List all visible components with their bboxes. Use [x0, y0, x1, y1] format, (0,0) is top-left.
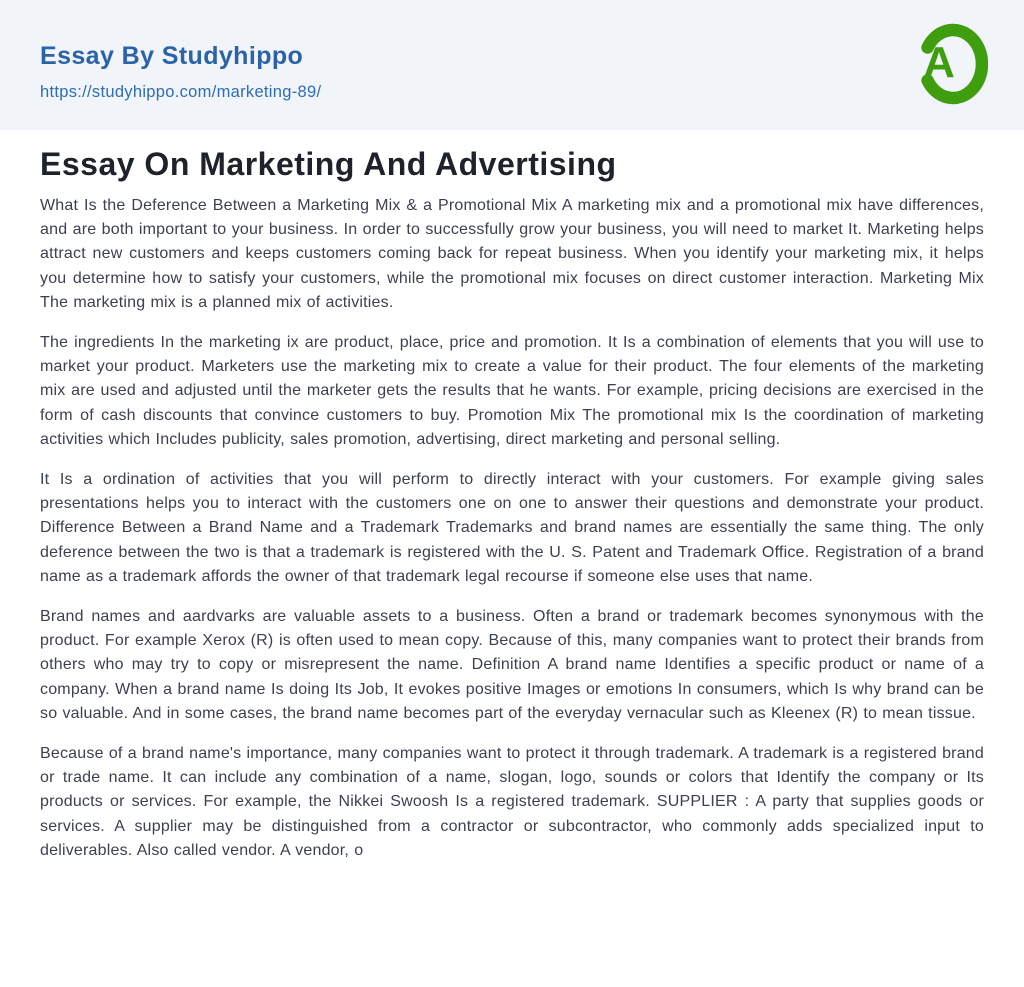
studyhippo-logo [914, 19, 988, 109]
essay-title: Essay On Marketing And Advertising [40, 146, 617, 182]
site-title: Essay By Studyhippo [40, 42, 304, 70]
open-circle-a-logo-icon [914, 19, 988, 109]
essay-document [0, 145, 1024, 863]
essay-paragraph: Because of a brand name's importance, many companies want to protect it through trademark. A trademark is a registered brand or trade name. It can include any combination of a name, slogan, logo, sounds or colors that Identify the company or Its products or services. For example, the Nikkei Swoosh Is a registered trademark. SUPPLIER : A party that supplies goods or services. A supplier may be distinguished from a contractor or subcontractor, who commonly adds specialized input to deliverables. Also called vendor. A vendor, o [40, 745, 984, 859]
essay-paragraph: Brand names and aardvarks are valuable assets to a business. Often a brand or trademark becomes synonymous with the product. For example Xerox (R) is often used to mean copy. Because of this, many companies want to protect their brands from others who may try to copy or misrepresent the name. Definition A brand name Identifies a specific product or name of a company. When a brand name Is doing Its Job, It evokes positive Images or emotions In consumers, which Is why brand can be so valuable. And in some cases, the brand name becomes part of the everyday vernacular such as Kleenex (R) to mean tissue. [40, 608, 984, 722]
essay-paragraph: What Is the Deference Between a Marketing Mix & a Promotional Mix A marketing mix and a promotional mix have differences, and are both important to your business. In order to successfully grow your business, you will need to market It. Marketing helps attract new customers and keeps customers coming back for repeat business. When you identify your marketing mix, it helps you determine how to satisfy your customers, while the promotional mix focuses on direct customer interaction. Marketing Mix The marketing mix is a planned mix of activities. [40, 197, 984, 311]
essay-body [40, 194, 984, 863]
logo-letter: A [923, 38, 955, 87]
source-url-link[interactable]: https://studyhippo.com/marketing-89/ [40, 83, 322, 101]
essay-paragraph: It Is a ordination of activities that you will perform to directly interact with your customers. For example giving sales presentations helps you to interact with the customers one on one to answer their questions and demonstrate your product. Difference Between a Brand Name and a Trademark Trademarks and brand names are essentially the same thing. The only deference between the two is that a trademark is registered with the U. S. Patent and Trademark Office. Registration of a brand name as a trademark affords the owner of that trademark legal recourse if someone else uses that name. [40, 471, 984, 585]
page-header [0, 0, 1024, 130]
essay-paragraph: The ingredients In the marketing ix are product, place, price and promotion. It Is a combination of elements that you will use to market your product. Marketers use the marketing mix to create a value for their product. The four elements of the marketing mix are used and adjusted until the marketer gets the results that he wants. For example, pricing decisions are exercised in the form of cash discounts that convince customers to buy. Promotion Mix The promotional mix Is the coordination of marketing activities which Includes publicity, sales promotion, advertising, direct marketing and personal selling. [40, 334, 984, 448]
